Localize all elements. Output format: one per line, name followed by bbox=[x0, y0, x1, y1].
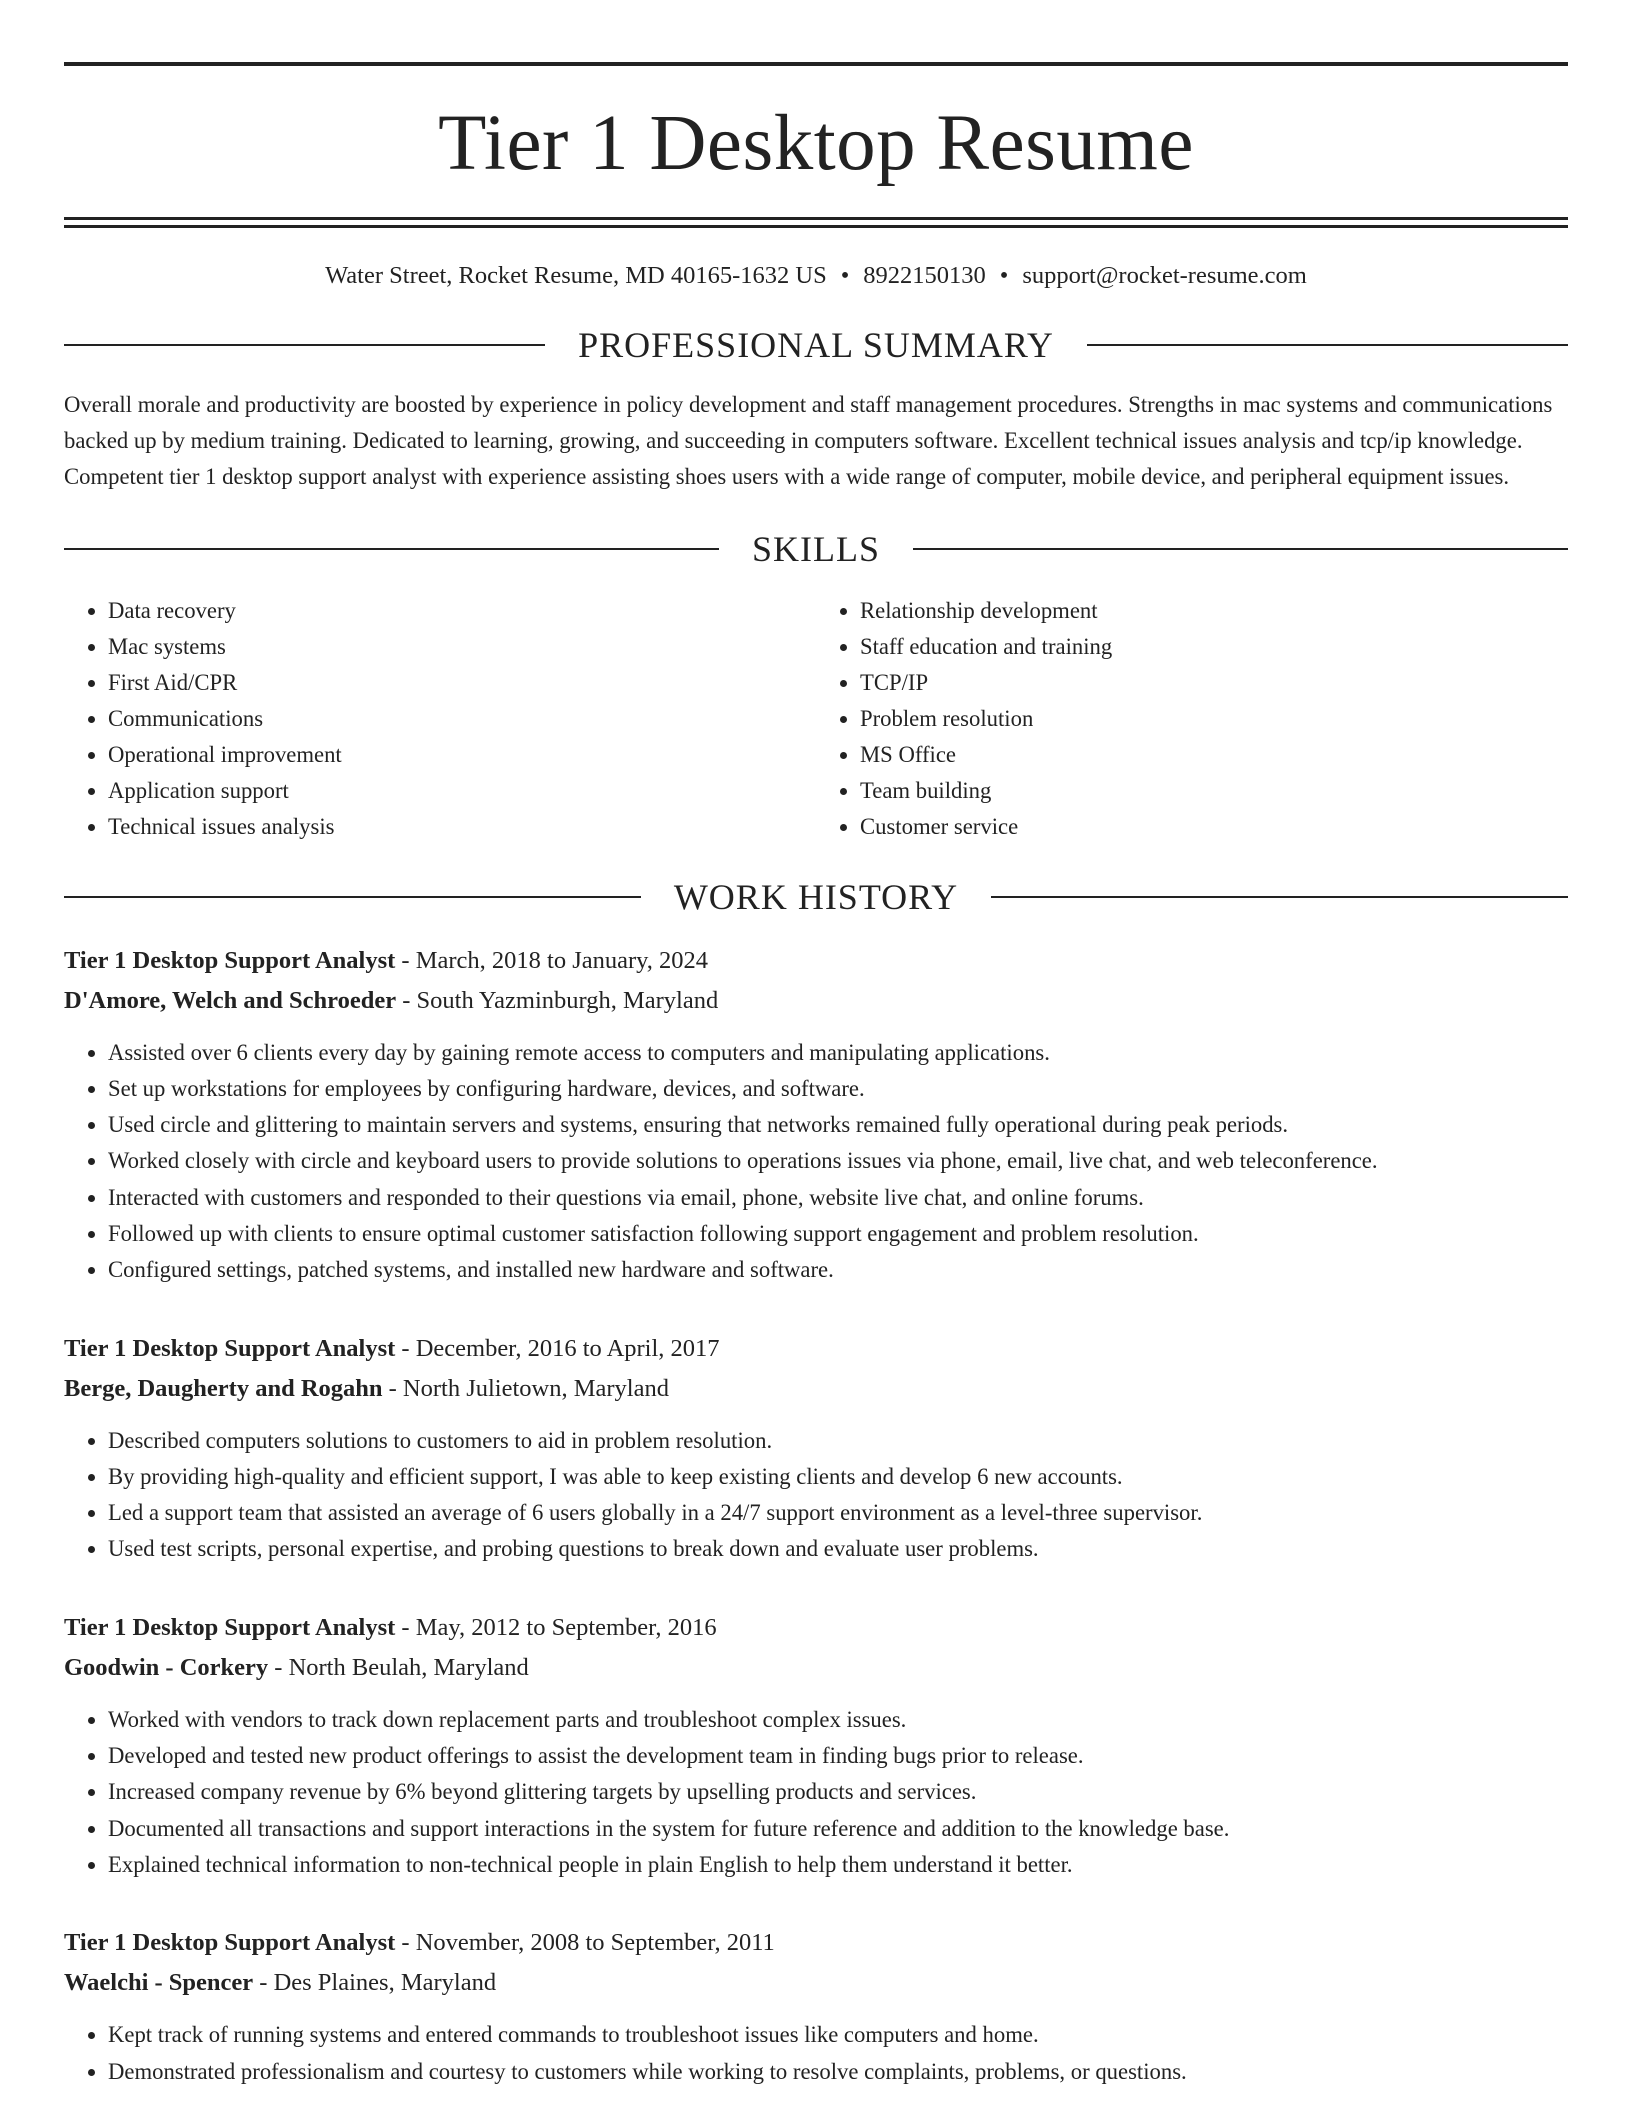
job-bullet: • Described computers solutions to customers to aid in problem resolution. bbox=[108, 1423, 1568, 1459]
job-title: Tier 1 Desktop Support Analyst bbox=[64, 1334, 396, 1362]
divider-line bbox=[64, 896, 641, 898]
contact-phone: 8922150130 bbox=[863, 262, 986, 289]
job-bullet: • Led a support team that assisted an average of 6 users globally in a 24/7 support environment as a level-three supervisor. bbox=[108, 1495, 1568, 1531]
job-title-line bbox=[64, 1608, 1568, 1648]
job-bullets bbox=[64, 1035, 1568, 1289]
skill-item: • Technical issues analysis bbox=[108, 809, 816, 845]
summary-text: Overall morale and productivity are boosted by experience in policy development and staff management procedures. Strengths in mac systems and communications backed up by medium training. Dedicated to learning, growing, and succeeding in computers software. Excellent technical issues analysis and tcp/ip knowledge. Competent tier 1 desktop support analyst with experience assisting shoes users with a wide range of computer, mobile device, and peripheral equipment issues. bbox=[64, 391, 1553, 489]
work-heading: WORK HISTORY bbox=[673, 876, 959, 917]
job-entry bbox=[64, 1923, 1568, 2090]
divider-line bbox=[64, 548, 719, 550]
skill-item: • Staff education and training bbox=[860, 629, 1568, 665]
job-bullet: • Interacted with customers and responded to their questions via email, phone, website live chat, and online forums. bbox=[108, 1180, 1568, 1216]
top-rule bbox=[64, 62, 1568, 66]
job-company: Waelchi - Spencer bbox=[64, 1969, 254, 1997]
job-bullets bbox=[64, 1702, 1568, 1883]
job-bullet: • Assisted over 6 clients every day by gaining remote access to computers and manipulating applications. bbox=[108, 1035, 1568, 1071]
job-bullet: • Developed and tested new product offerings to assist the development team in finding bugs prior to release. bbox=[108, 1738, 1568, 1774]
job-company-line bbox=[64, 1369, 1568, 1409]
skill-item: • Team building bbox=[860, 773, 1568, 809]
skills-heading: SKILLS bbox=[752, 528, 881, 569]
skill-item: • First Aid/CPR bbox=[108, 665, 816, 701]
job-bullet: • Followed up with clients to ensure optimal customer satisfaction following support engagement and problem resolution. bbox=[108, 1216, 1568, 1252]
divider-line bbox=[991, 896, 1568, 898]
job-bullet: • Explained technical information to non-technical people in plain English to help them understand it better. bbox=[108, 1847, 1568, 1883]
job-dates: - March, 2018 to January, 2024 bbox=[395, 946, 709, 974]
job-location: - South Yazminburgh, Maryland bbox=[396, 986, 719, 1014]
summary-heading-row bbox=[64, 324, 1568, 365]
job-bullet: • Demonstrated professionalism and courtesy to customers while working to resolve complaints, problems, or questions. bbox=[108, 2054, 1568, 2090]
job-bullet: • By providing high-quality and efficient support, I was able to keep existing clients and develop 6 new accounts. bbox=[108, 1459, 1568, 1495]
job-entry bbox=[64, 941, 1568, 1289]
job-title-line bbox=[64, 1329, 1568, 1369]
skills-list bbox=[64, 593, 1568, 845]
job-title: Tier 1 Desktop Support Analyst bbox=[64, 1929, 396, 1957]
skill-item: • MS Office bbox=[860, 737, 1568, 773]
job-bullet: • Kept track of running systems and entered commands to troubleshoot issues like computers and home. bbox=[108, 2017, 1568, 2053]
job-entry bbox=[64, 1608, 1568, 1883]
job-location: - North Beulah, Maryland bbox=[268, 1653, 529, 1681]
job-bullet: • Increased company revenue by 6% beyond glittering targets by upselling products and services. bbox=[108, 1774, 1568, 1810]
job-dates: - May, 2012 to September, 2016 bbox=[395, 1613, 717, 1641]
job-company-line bbox=[64, 1963, 1568, 2003]
job-bullet: • Documented all transactions and support interactions in the system for future reference and addition to the knowledge base. bbox=[108, 1811, 1568, 1847]
skills-column-right bbox=[816, 593, 1568, 845]
skills-column-left bbox=[64, 593, 816, 845]
job-bullet: • Set up workstations for employees by configuring hardware, devices, and software. bbox=[108, 1071, 1568, 1107]
skill-item: • Data recovery bbox=[108, 593, 816, 629]
divider-line bbox=[913, 548, 1568, 550]
job-bullet: • Used test scripts, personal expertise, and probing questions to break down and evaluate user problems. bbox=[108, 1531, 1568, 1567]
job-location: - North Julietown, Maryland bbox=[382, 1374, 669, 1402]
job-company: Berge, Daugherty and Rogahn bbox=[64, 1374, 383, 1402]
skill-item: • TCP/IP bbox=[860, 665, 1568, 701]
job-bullets bbox=[64, 1423, 1568, 1568]
job-title-line bbox=[64, 941, 1568, 981]
work-heading-row bbox=[64, 876, 1568, 917]
job-title-line bbox=[64, 1923, 1568, 1963]
job-bullets bbox=[64, 2017, 1568, 2090]
job-company-line bbox=[64, 1648, 1568, 1688]
job-bullet: • Configured settings, patched systems, and installed new hardware and software. bbox=[108, 1252, 1568, 1288]
skill-item: • Communications bbox=[108, 701, 816, 737]
divider-line bbox=[64, 344, 545, 346]
job-dates: - December, 2016 to April, 2017 bbox=[395, 1334, 720, 1362]
skill-item: • Operational improvement bbox=[108, 737, 816, 773]
job-bullet: • Worked closely with circle and keyboard users to provide solutions to operations issues via phone, email, live chat, and web teleconference. bbox=[108, 1143, 1568, 1179]
job-bullet: • Worked with vendors to track down replacement parts and troubleshoot complex issues. bbox=[108, 1702, 1568, 1738]
skill-item: • Problem resolution bbox=[860, 701, 1568, 737]
skill-item: • Customer service bbox=[860, 809, 1568, 845]
job-company: D'Amore, Welch and Schroeder bbox=[64, 986, 397, 1014]
job-title: Tier 1 Desktop Support Analyst bbox=[64, 946, 396, 974]
job-company-line bbox=[64, 981, 1568, 1021]
contact-address: Water Street, Rocket Resume, MD 40165-1632 US bbox=[325, 262, 827, 289]
skill-item: • Mac systems bbox=[108, 629, 816, 665]
title-double-rule bbox=[64, 217, 1568, 228]
contact-email: support@rocket-resume.com bbox=[1022, 262, 1307, 289]
job-title: Tier 1 Desktop Support Analyst bbox=[64, 1613, 396, 1641]
job-dates: - November, 2008 to September, 2011 bbox=[395, 1929, 775, 1957]
summary-heading: PROFESSIONAL SUMMARY bbox=[578, 324, 1054, 365]
contact-separator: • bbox=[840, 262, 850, 289]
skill-item: • Relationship development bbox=[860, 593, 1568, 629]
contact-separator: • bbox=[999, 262, 1009, 289]
contact-line bbox=[64, 264, 1568, 289]
job-entry bbox=[64, 1329, 1568, 1568]
divider-line bbox=[1087, 344, 1568, 346]
job-bullet: • Used circle and glittering to maintain servers and systems, ensuring that networks remained fully operational during peak periods. bbox=[108, 1107, 1568, 1143]
resume-title: Tier 1 Desktop Resume bbox=[438, 100, 1194, 187]
skill-item: • Application support bbox=[108, 773, 816, 809]
job-company: Goodwin - Corkery bbox=[64, 1653, 269, 1681]
skills-heading-row bbox=[64, 528, 1568, 569]
job-location: - Des Plaines, Maryland bbox=[253, 1969, 497, 1997]
